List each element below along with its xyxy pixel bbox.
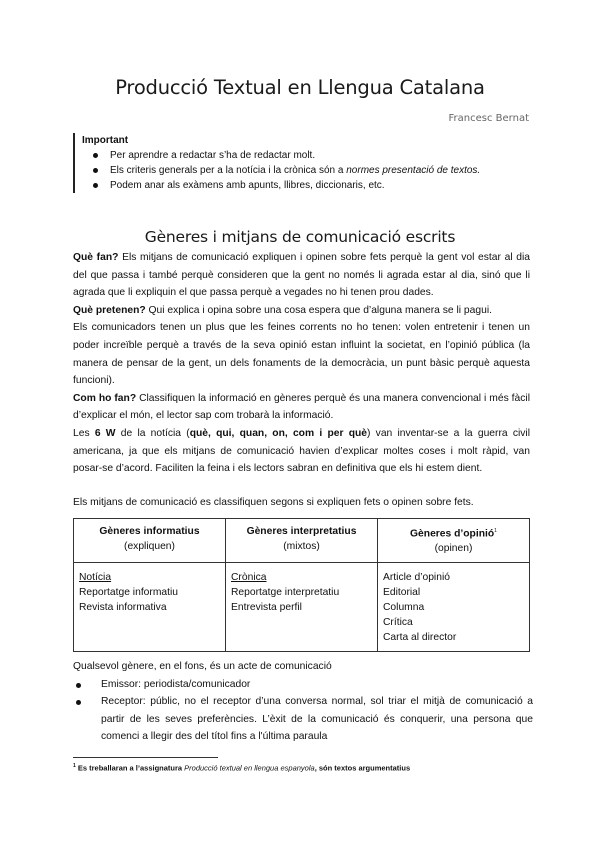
paragraph: Què fan? Els mitjans de comunicació expliquen i opinen sobre fets perquè la gent vol estar al dia del que passa i també perquè consideren que la gent no només li agrada estar al dia, sinó que li agrada que li expliquin el que passa perquè a vegades no hi tenen prou dades. (73, 252, 531, 299)
genres-table (73, 518, 530, 652)
paragraph-lead: Què fan? (73, 252, 119, 263)
closing-item: Receptor: públic, no el receptor d’una conversa normal, sol triar el mitjà de comunicació a partir de les seves preferències. L’èxit de la comunicació és conquerir, una persona que comenci a llegir des del títol fins a l'última paraula (73, 693, 533, 746)
table-caption: Els mitjans de comunicació es classifiquen segons si expliquen fets o opinen sobre fets. (73, 497, 474, 508)
document-author: Francesc Bernat (448, 113, 529, 124)
section-heading: Gèneres i mitjans de comunicació escrits (144, 228, 456, 246)
footnote-emphasis: Producció textual en llengua espanyola (184, 763, 315, 773)
paragraph-six-w: Les 6 W de la notícia (què, qui, quan, on, com i per què) van inventar-se a la guerra civil americana, ja que els mitjans de comunicació havien d’explicar moltes coses i molt ràpid, van posar-se d’acord. Faciliten la feina i els lectors sabran en definitiva que els hi estem dient. (73, 427, 531, 475)
important-heading: Important (82, 135, 129, 146)
cell-interpretatius (226, 563, 378, 652)
important-item: Podem anar als exàmens amb apunts, llibres, diccionaris, etc. (82, 178, 542, 193)
closing-item: Emissor: periodista/comunicador (73, 676, 533, 694)
genre-item: Editorial (383, 587, 421, 599)
important-item: Els criteris generals per a la notícia i la crònica són a normes presentació de textos. (82, 163, 542, 178)
genre-item: Revista informativa (79, 602, 167, 614)
paragraph-lead: Què pretenen? (73, 304, 146, 316)
footnote-ref[interactable]: 1 (494, 528, 497, 534)
genre-item: Crònica (231, 572, 267, 584)
genre-item: Notícia (79, 572, 112, 584)
important-item: Per aprendre a redactar s’ha de redactar molt. (82, 148, 542, 163)
genre-item: Entrevista perfil (231, 602, 302, 614)
genre-item: Carta al director (383, 632, 457, 644)
paragraph-lead: Com ho fan? (73, 392, 137, 404)
important-list (82, 148, 542, 193)
genre-item: Columna (383, 602, 425, 614)
document-title: Producció Textual en Llengua Catalana (115, 76, 485, 99)
paragraph: Els comunicadors tenen un plus que les feines corrents no ho tenen: volen entretenir i tenen un poder increïble perquè a través de la seva opinió estan influint la societat, en l’opinió pública (la manera de pensar de la gent, un dels fonaments de la democràcia, un punt bàsic perquè aquesta funcioni). (73, 322, 530, 387)
closing-list (73, 676, 533, 746)
column-header-informatius: Gèneres informatius (expliquen) (74, 519, 226, 563)
section-body (73, 249, 530, 478)
cell-informatius (74, 563, 226, 652)
footnote-separator (73, 757, 218, 758)
important-item-emphasis: normes presentació de textos. (346, 165, 481, 176)
column-header-interpretatius: Gèneres interpretatius (mixtos) (226, 519, 378, 563)
genre-item: Crítica (383, 617, 413, 629)
closing-intro: Qualsevol gènere, en el fons, és un acte de comunicació (73, 661, 332, 672)
genre-item: Reportatge informatiu (79, 587, 179, 599)
important-callout (73, 133, 542, 193)
paragraph: Com ho fan? Classifiquen la informació en gèneres perquè és una manera convencional i més fàcil d’explicar el món, el lector sap com trobarà la informació. (73, 392, 530, 422)
table-row (74, 563, 530, 652)
cell-opinio (378, 563, 530, 652)
table-header-row (74, 519, 530, 563)
genre-item: Reportatge interpretatiu (231, 587, 340, 599)
closing-section (73, 658, 533, 746)
paragraph: Què pretenen? Qui explica i opina sobre una cosa espera que d’alguna manera se li pagui. (73, 304, 492, 316)
column-header-opinio: Gèneres d’opinió$^1$ (opinen) (378, 519, 530, 563)
genre-item: Article d’opinió (383, 572, 450, 584)
footnote: $^1$ Es treballaran a l’assignatura Producció textual en llengua espanyola, són textos argumentatius (73, 763, 411, 773)
footnote-number: 1 (73, 763, 76, 769)
